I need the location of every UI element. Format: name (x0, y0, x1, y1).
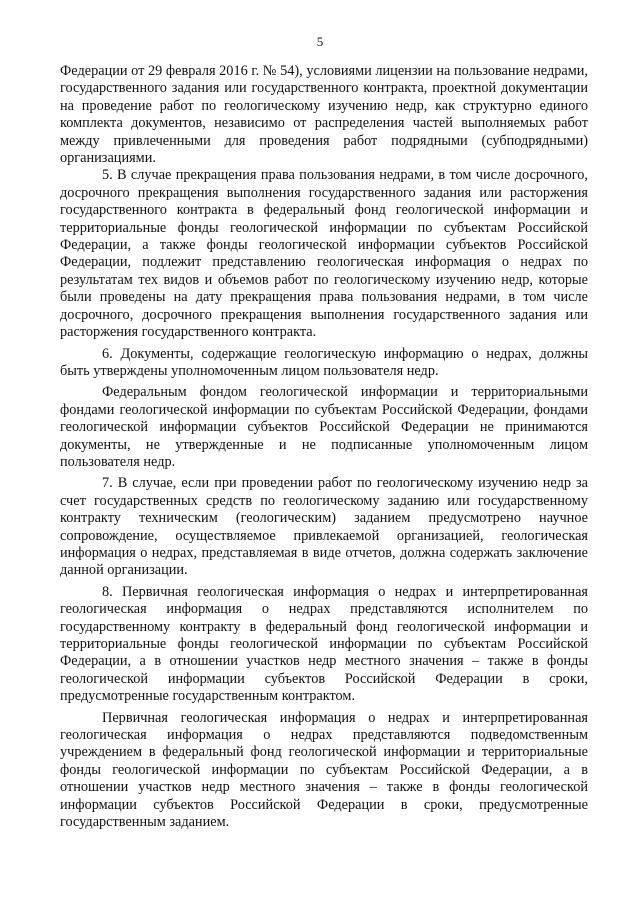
paragraph-continuation: Федерации от 29 февраля 2016 г. № 54), условиями лицензии на пользование недрами, государственного задания или государственного контракта, проектной документации на проведение работ по геологическому изучению недр, как структурно единого комплекта документов, независимо от распределения частей выполняемых работ между привлеченными для проведения работ подрядными (субподрядными) организациями. (60, 63, 588, 167)
paragraph-item-6: 6. Документы, содержащие геологическую информацию о недрах, должны быть утверждены уполномоченным лицом пользователя недр. (60, 345, 588, 379)
paragraph-item-8: 8. Первичная геологическая информация о недрах и интерпретированная геологическая информация о недрах представляются исполнителем по государственному контракту в федеральный фонд геологической информации и территориальные фонды геологической информации по субъектам Российской Федерации, а в отношении участков недр местного значения – также в фонды геологической информации субъектов Российской Федерации в сроки, предусмотренные государственным контрактом. (60, 583, 588, 705)
paragraph-item-5: 5. В случае прекращения права пользования недрами, в том числе досрочного, досрочного прекращения выполнения государственного задания или расторжения государственного контракта в федеральный фонд геологической информации и территориальные фонды геологической информации по субъектам Российской Федерации, а также фонды геологической информации субъектов Российской Федерации, подлежит представлению геологическая информация о недрах по результатам тех видов и объемов работ по геологическому изучению недр, которые были проведены на дату прекращения права пользования недрами, в том числе досрочного, досрочного прекращения выполнения государственного задания или расторжения государственного контракта. (60, 167, 588, 341)
paragraph-item-7: 7. В случае, если при проведении работ по геологическому изучению недр за счет государственных средств по геологическому заданию или государственному контракту техническим (геологическим) заданием предусмотрено научное сопровождение, осуществляемое привлекаемой организацией, геологическая информация о недрах, представляемая в виде отчетов, должна содержать заключение данной организации. (60, 475, 588, 579)
paragraph-item-6-continued: Федеральным фондом геологической информации и территориальными фондами геологической информации по субъектам Российской Федерации, фондами геологической информации субъектов Российской Федерации не принимаются документы, не утвержденные и не подписанные уполномоченным лицом пользователя недр. (60, 384, 588, 470)
page-number: 5 (316, 34, 324, 49)
paragraph-item-8-continued: Первичная геологическая информация о недрах и интерпретированная геологическая информация о недрах представляются подведомственным учреждением в федеральный фонд геологической информации и территориальные фонды геологической информации по субъектам Российской Федерации, а в отношении участков недр местного значения – также в фонды геологической информации субъектов Российской Федерации в сроки, предусмотренные государственным заданием. (60, 709, 588, 831)
